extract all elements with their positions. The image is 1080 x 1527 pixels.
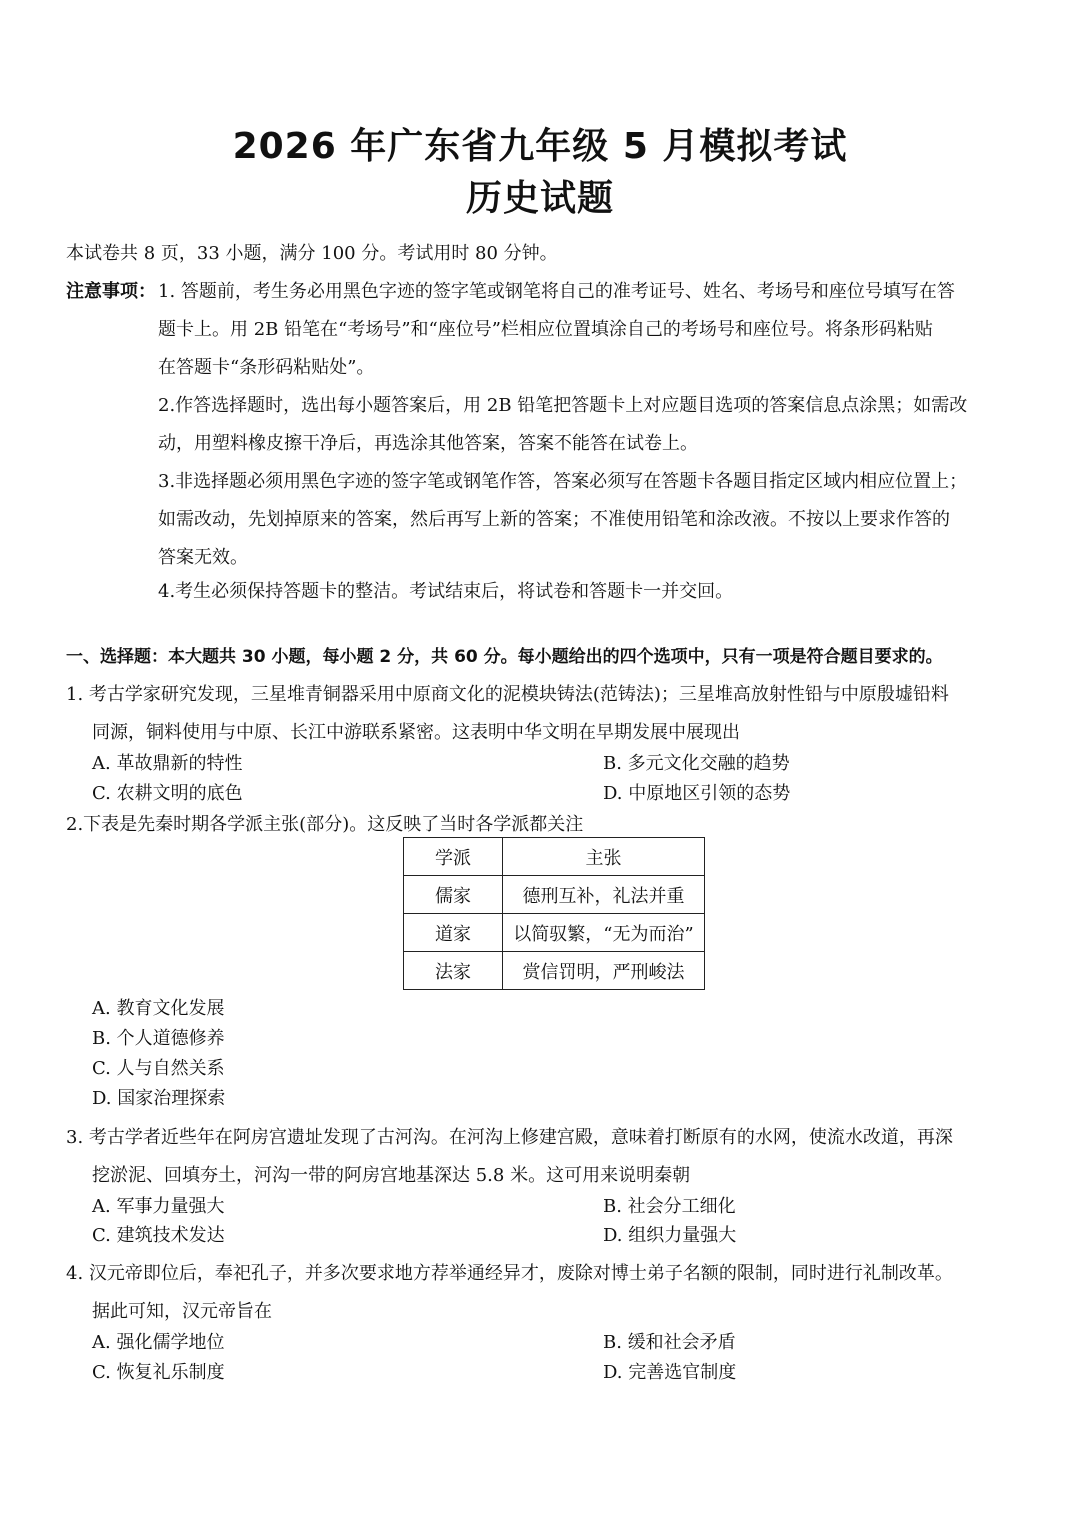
table-cell-school: 法家 — [404, 952, 503, 990]
q2-option-b: B. 个人道德修养 — [92, 1028, 225, 1049]
q3-option-a: A. 军事力量强大 — [92, 1196, 225, 1217]
q2-option-a: A. 教育文化发展 — [92, 998, 225, 1019]
q4-option-b: B. 缓和社会矛盾 — [603, 1332, 736, 1353]
table-header-row — [404, 838, 705, 876]
notice-item-2-line-1: 2.作答选择题时，选出每小题答案后，用 2B 铅笔把答题卡上对应题目选项的答案信息点涂黑；如需改 — [158, 395, 968, 416]
table-cell-claim: 赏信罚明，严刑峻法 — [503, 952, 705, 990]
notice-item-1-line-2: 题卡上。用 2B 铅笔在“考场号”和“座位号”栏相应位置填涂自己的考场号和座位号。将条形码粘贴 — [158, 319, 933, 340]
notice-item-2-line-2: 动，用塑料橡皮擦干净后，再选涂其他答案，答案不能答在试卷上。 — [158, 433, 698, 454]
q2-option-c: C. 人与自然关系 — [92, 1058, 225, 1079]
table-header-cell: 学派 — [404, 838, 503, 876]
q3-stem-line-2: 挖淤泥、回填夯土，河沟一带的阿房宫地基深达 5.8 米。这可用来说明秦朝 — [92, 1165, 691, 1186]
schools-table — [403, 837, 705, 990]
q4-stem-line-2: 据此可知，汉元帝旨在 — [92, 1301, 272, 1322]
table-cell-claim: 以简驭繁，“无为而治” — [503, 914, 705, 952]
notice-label: 注意事项： — [66, 281, 156, 302]
section-heading: 一、选择题：本大题共 30 小题，每小题 2 分，共 60 分。每小题给出的四个选项中，只有一项是符合题目要求的。 — [66, 647, 943, 667]
q1-stem-line-1: 1. 考古学家研究发现，三星堆青铜器采用中原商文化的泥模块铸法(范铸法)；三星堆高放射性铅与中原殷墟铅料 — [66, 684, 949, 705]
notice-item-4-line-1: 4.考生必须保持答题卡的整洁。考试结束后，将试卷和答题卡一并交回。 — [158, 581, 734, 602]
notice-item-3-line-2: 如需改动，先划掉原来的答案，然后再写上新的答案；不准使用铅笔和涂改液。不按以上要求作答的 — [158, 509, 950, 530]
q3-option-b: B. 社会分工细化 — [603, 1196, 736, 1217]
q3-option-d: D. 组织力量强大 — [603, 1225, 737, 1246]
notice-item-1-line-1: 1. 答题前，考生务必用黑色字迹的签字笔或钢笔将自己的准考证号、姓名、考场号和座位号填写在答 — [158, 281, 955, 302]
q1-option-d: D. 中原地区引领的态势 — [603, 783, 791, 804]
table-cell-school: 道家 — [404, 914, 503, 952]
q4-option-c: C. 恢复礼乐制度 — [92, 1362, 225, 1383]
table-header-cell: 主张 — [503, 838, 705, 876]
exam-intro: 本试卷共 8 页，33 小题，满分 100 分。考试用时 80 分钟。 — [66, 243, 558, 264]
q1-stem-line-2: 同源，铜料使用与中原、长江中游联系紧密。这表明中华文明在早期发展中展现出 — [92, 722, 740, 743]
table-cell-claim: 德刑互补，礼法并重 — [503, 876, 705, 914]
q1-option-c: C. 农耕文明的底色 — [92, 783, 243, 804]
table-cell-school: 儒家 — [404, 876, 503, 914]
q4-option-a: A. 强化儒学地位 — [92, 1332, 225, 1353]
q4-option-d: D. 完善选官制度 — [603, 1362, 737, 1383]
exam-title: 2026 年广东省九年级 5 月模拟考试 — [232, 126, 848, 167]
q2-stem-line-1: 2.下表是先秦时期各学派主张(部分)。这反映了当时各学派都关注 — [66, 814, 584, 835]
notice-item-3-line-1: 3.非选择题必须用黑色字迹的签字笔或钢笔作答，答案必须写在答题卡各题目指定区域内相应位置上； — [158, 471, 968, 492]
subject-title: 历史试题 — [465, 178, 614, 219]
notice-item-1-line-3: 在答题卡“条形码粘贴处”。 — [158, 357, 375, 378]
table-row — [404, 876, 705, 914]
table-row — [404, 914, 705, 952]
table-row — [404, 952, 705, 990]
q2-option-d: D. 国家治理探索 — [92, 1088, 226, 1109]
q1-option-a: A. 革故鼎新的特性 — [92, 753, 243, 774]
q4-stem-line-1: 4. 汉元帝即位后，奉祀孔子，并多次要求地方荐举通经异才，废除对博士弟子名额的限制，同时进行礼制改革。 — [66, 1263, 953, 1284]
notice-item-3-line-3: 答案无效。 — [158, 547, 248, 568]
q3-stem-line-1: 3. 考古学者近些年在阿房宫遗址发现了古河沟。在河沟上修建宫殿，意味着打断原有的水网，使流水改道，再深 — [66, 1127, 953, 1148]
q1-option-b: B. 多元文化交融的趋势 — [603, 753, 790, 774]
q3-option-c: C. 建筑技术发达 — [92, 1225, 225, 1246]
